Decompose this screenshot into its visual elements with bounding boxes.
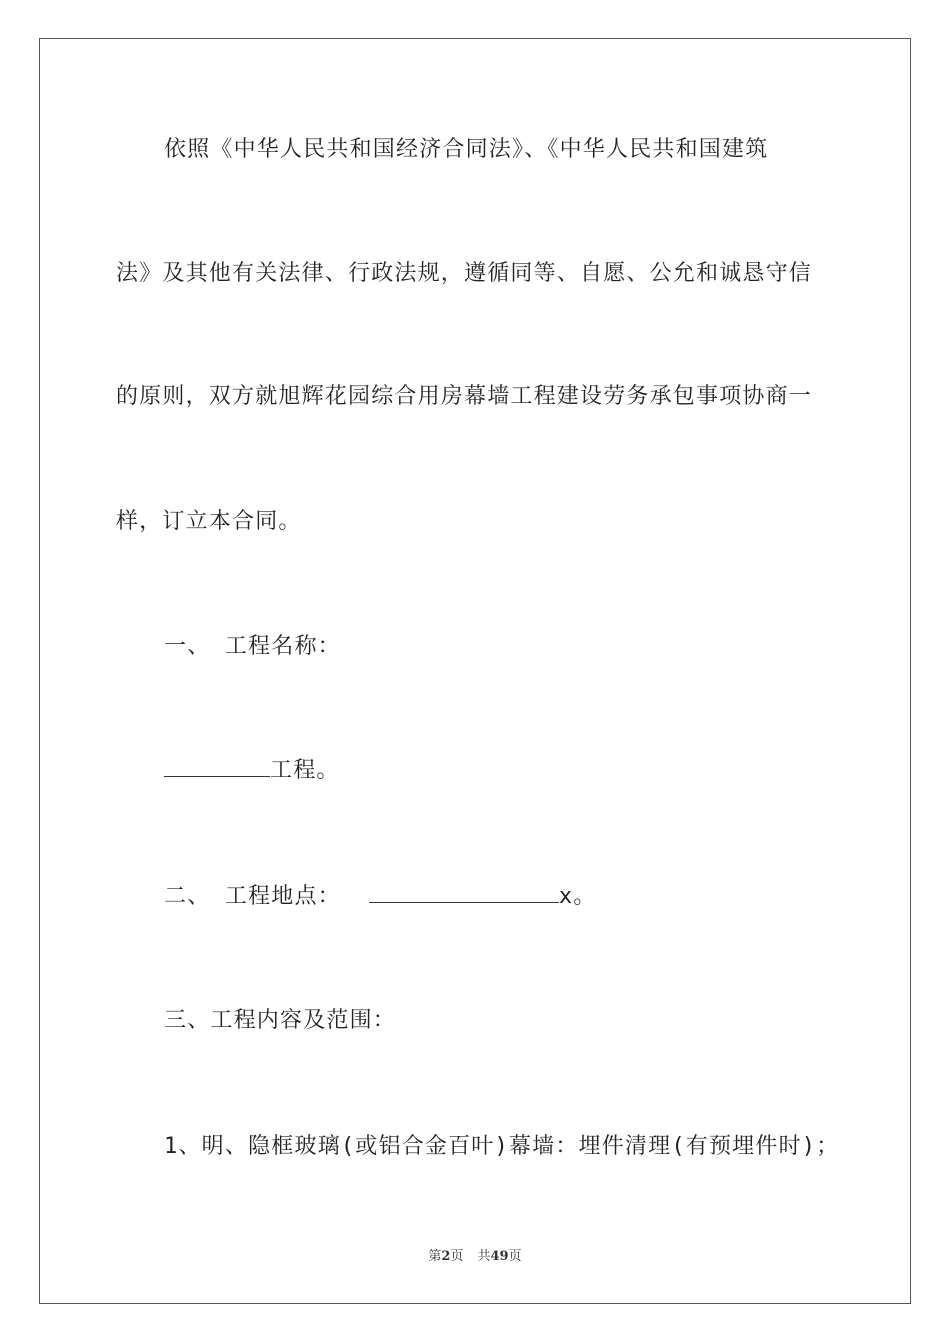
body-line-4: 样，订立本合同。 (116, 509, 302, 534)
body-line-2: 法》及其他有关法律、行政法规，遵循同等、自愿、公允和诚恳守信 (116, 261, 813, 286)
section-3-heading: 三、工程内容及范围： (164, 1008, 397, 1033)
section-2-heading: 二、 工程地点： (164, 884, 341, 909)
project-name-line (164, 756, 340, 786)
project-name-suffix: 工程。 (270, 758, 340, 783)
footer-total-pages: 49 (490, 1249, 509, 1264)
footer-page-unit: 页 (450, 1249, 464, 1264)
project-location-blank (369, 884, 559, 903)
body-line-3: 的原则，双方就旭辉花园综合用房幕墙工程建设劳务承包事项协商一 (116, 384, 813, 409)
footer-prefix: 第 (428, 1249, 442, 1264)
project-name-blank (164, 758, 270, 777)
item-1: 1、明、隐框玻璃(或铝合金百叶)幕墙：埋件清理(有预埋件时)； (164, 1134, 840, 1159)
project-location-line (164, 882, 597, 912)
footer-page-number: 2 (441, 1249, 451, 1264)
project-location-suffix: x。 (558, 884, 597, 909)
page-border (39, 38, 911, 1304)
page-footer (0, 1245, 950, 1264)
footer-total-unit: 页 (508, 1249, 522, 1264)
footer-total-prefix: 共 (477, 1249, 491, 1264)
body-line-1: 依照《中华人民共和国经济合同法》、《中华人民共和国建筑 (164, 137, 769, 162)
section-1-heading: 一、 工程名称： (164, 634, 341, 659)
